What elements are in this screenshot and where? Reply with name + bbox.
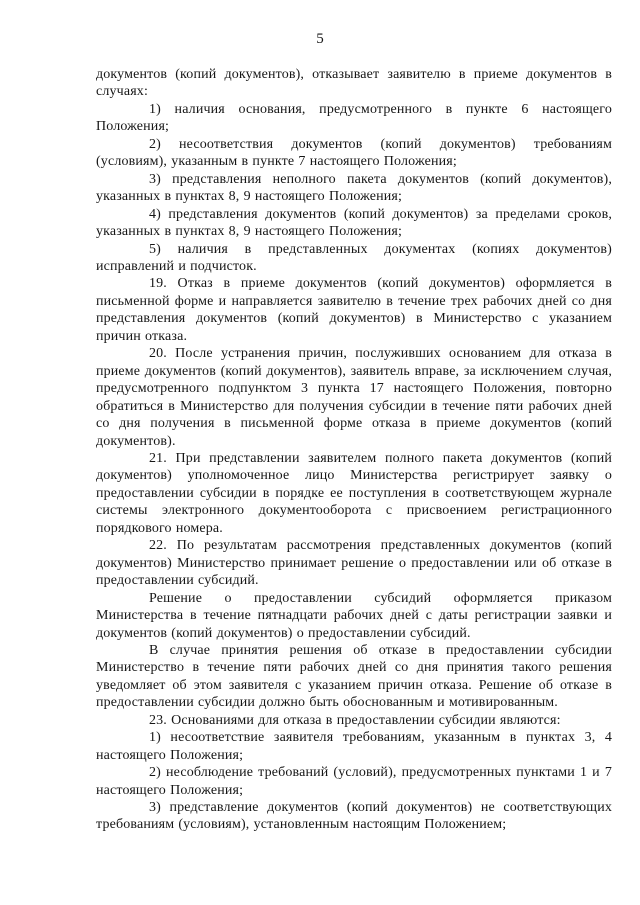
list-item-5: 5) наличия в представленных документах (копиях документов) исправлений и подчисток.: [96, 241, 612, 274]
list-item-4: 4) представления документов (копий документов) за пределами сроков, указанных в пунктах 8, 9 настоящего Положения;: [96, 206, 612, 240]
refusal-item-1: 1) несоответствие заявителя требованиям, указанным в пунктах 3, 4 настоящего Положения;: [96, 730, 612, 763]
list-item-3: 3) представления неполного пакета документов (копий документов), указанных в пунктах 8, 9 настоящего Положения;: [96, 171, 612, 205]
list-item-2: 2) несоответствия документов (копий документов) требованиям (условиям), указанным в пункте 7 настоящего Положения;: [96, 136, 612, 170]
page-number: 5: [316, 31, 324, 47]
refusal-item-3: 3) представление документов (копий документов) не соответствующих требованиям (условиям), установленным настоящим Положением;: [96, 800, 612, 833]
paragraph-19: 19. Отказ в приеме документов (копий документов) оформляется в письменной форме и направляется заявителю в течение трех рабочих дней со дня представления документов (копий документов) в Министерство с указанием причин отказа.: [96, 276, 612, 344]
list-item-1: 1) наличия основания, предусмотренного в пункте 6 настоящего Положения;: [96, 101, 612, 135]
paragraph-20: 20. После устранения причин, послуживших основанием для отказа в приеме документов (копий документов), заявитель вправе, за исключением случая, предусмотренного подпунктом 3 пункта 17 настоящего Положения, повторно обратиться в Министерство для получения субсидии в течение пяти рабочих дней со дня получения в письменной форме отказа в приеме документов (копий документов).: [96, 346, 612, 449]
paragraph-21: 21. При представлении заявителем полного пакета документов (копий документов) уполномоченное лицо Министерства регистрирует заявку о предоставлении субсидии в порядке ее поступления в соответствующем журнале системы электронного документооборота с присвоением регистрационного порядкового номера.: [96, 450, 612, 536]
paragraph-23: 23. Основаниями для отказа в предоставлении субсидии являются:: [149, 712, 561, 728]
paragraph-22: 22. По результатам рассмотрения представленных документов (копий документов) Министерство принимает решение о предоставлении или об отказе в предоставлении субсидий.: [96, 538, 612, 589]
paragraph-refusal: В случае принятия решения об отказе в предоставлении субсидии Министерство в течение пяти рабочих дней со дня принятия такого решения уведомляет об этом заявителя с указанием причин отказа. Решение об отказе в предоставлении субсидии должно быть обоснованным и мотивированным.: [96, 642, 612, 711]
refusal-item-2: 2) несоблюдение требований (условий), предусмотренных пунктами 1 и 7 настоящего Положения;: [96, 765, 612, 798]
paragraph-decision: Решение о предоставлении субсидий оформляется приказом Министерства в течение пятнадцати рабочих дней с даты регистрации заявки и документов (копий документов) о предоставлении субсидий.: [96, 590, 612, 641]
paragraph-continuation: документов (копий документов), отказывает заявителю в приеме документов в случаях:: [96, 67, 612, 100]
document-body: [96, 66, 612, 834]
